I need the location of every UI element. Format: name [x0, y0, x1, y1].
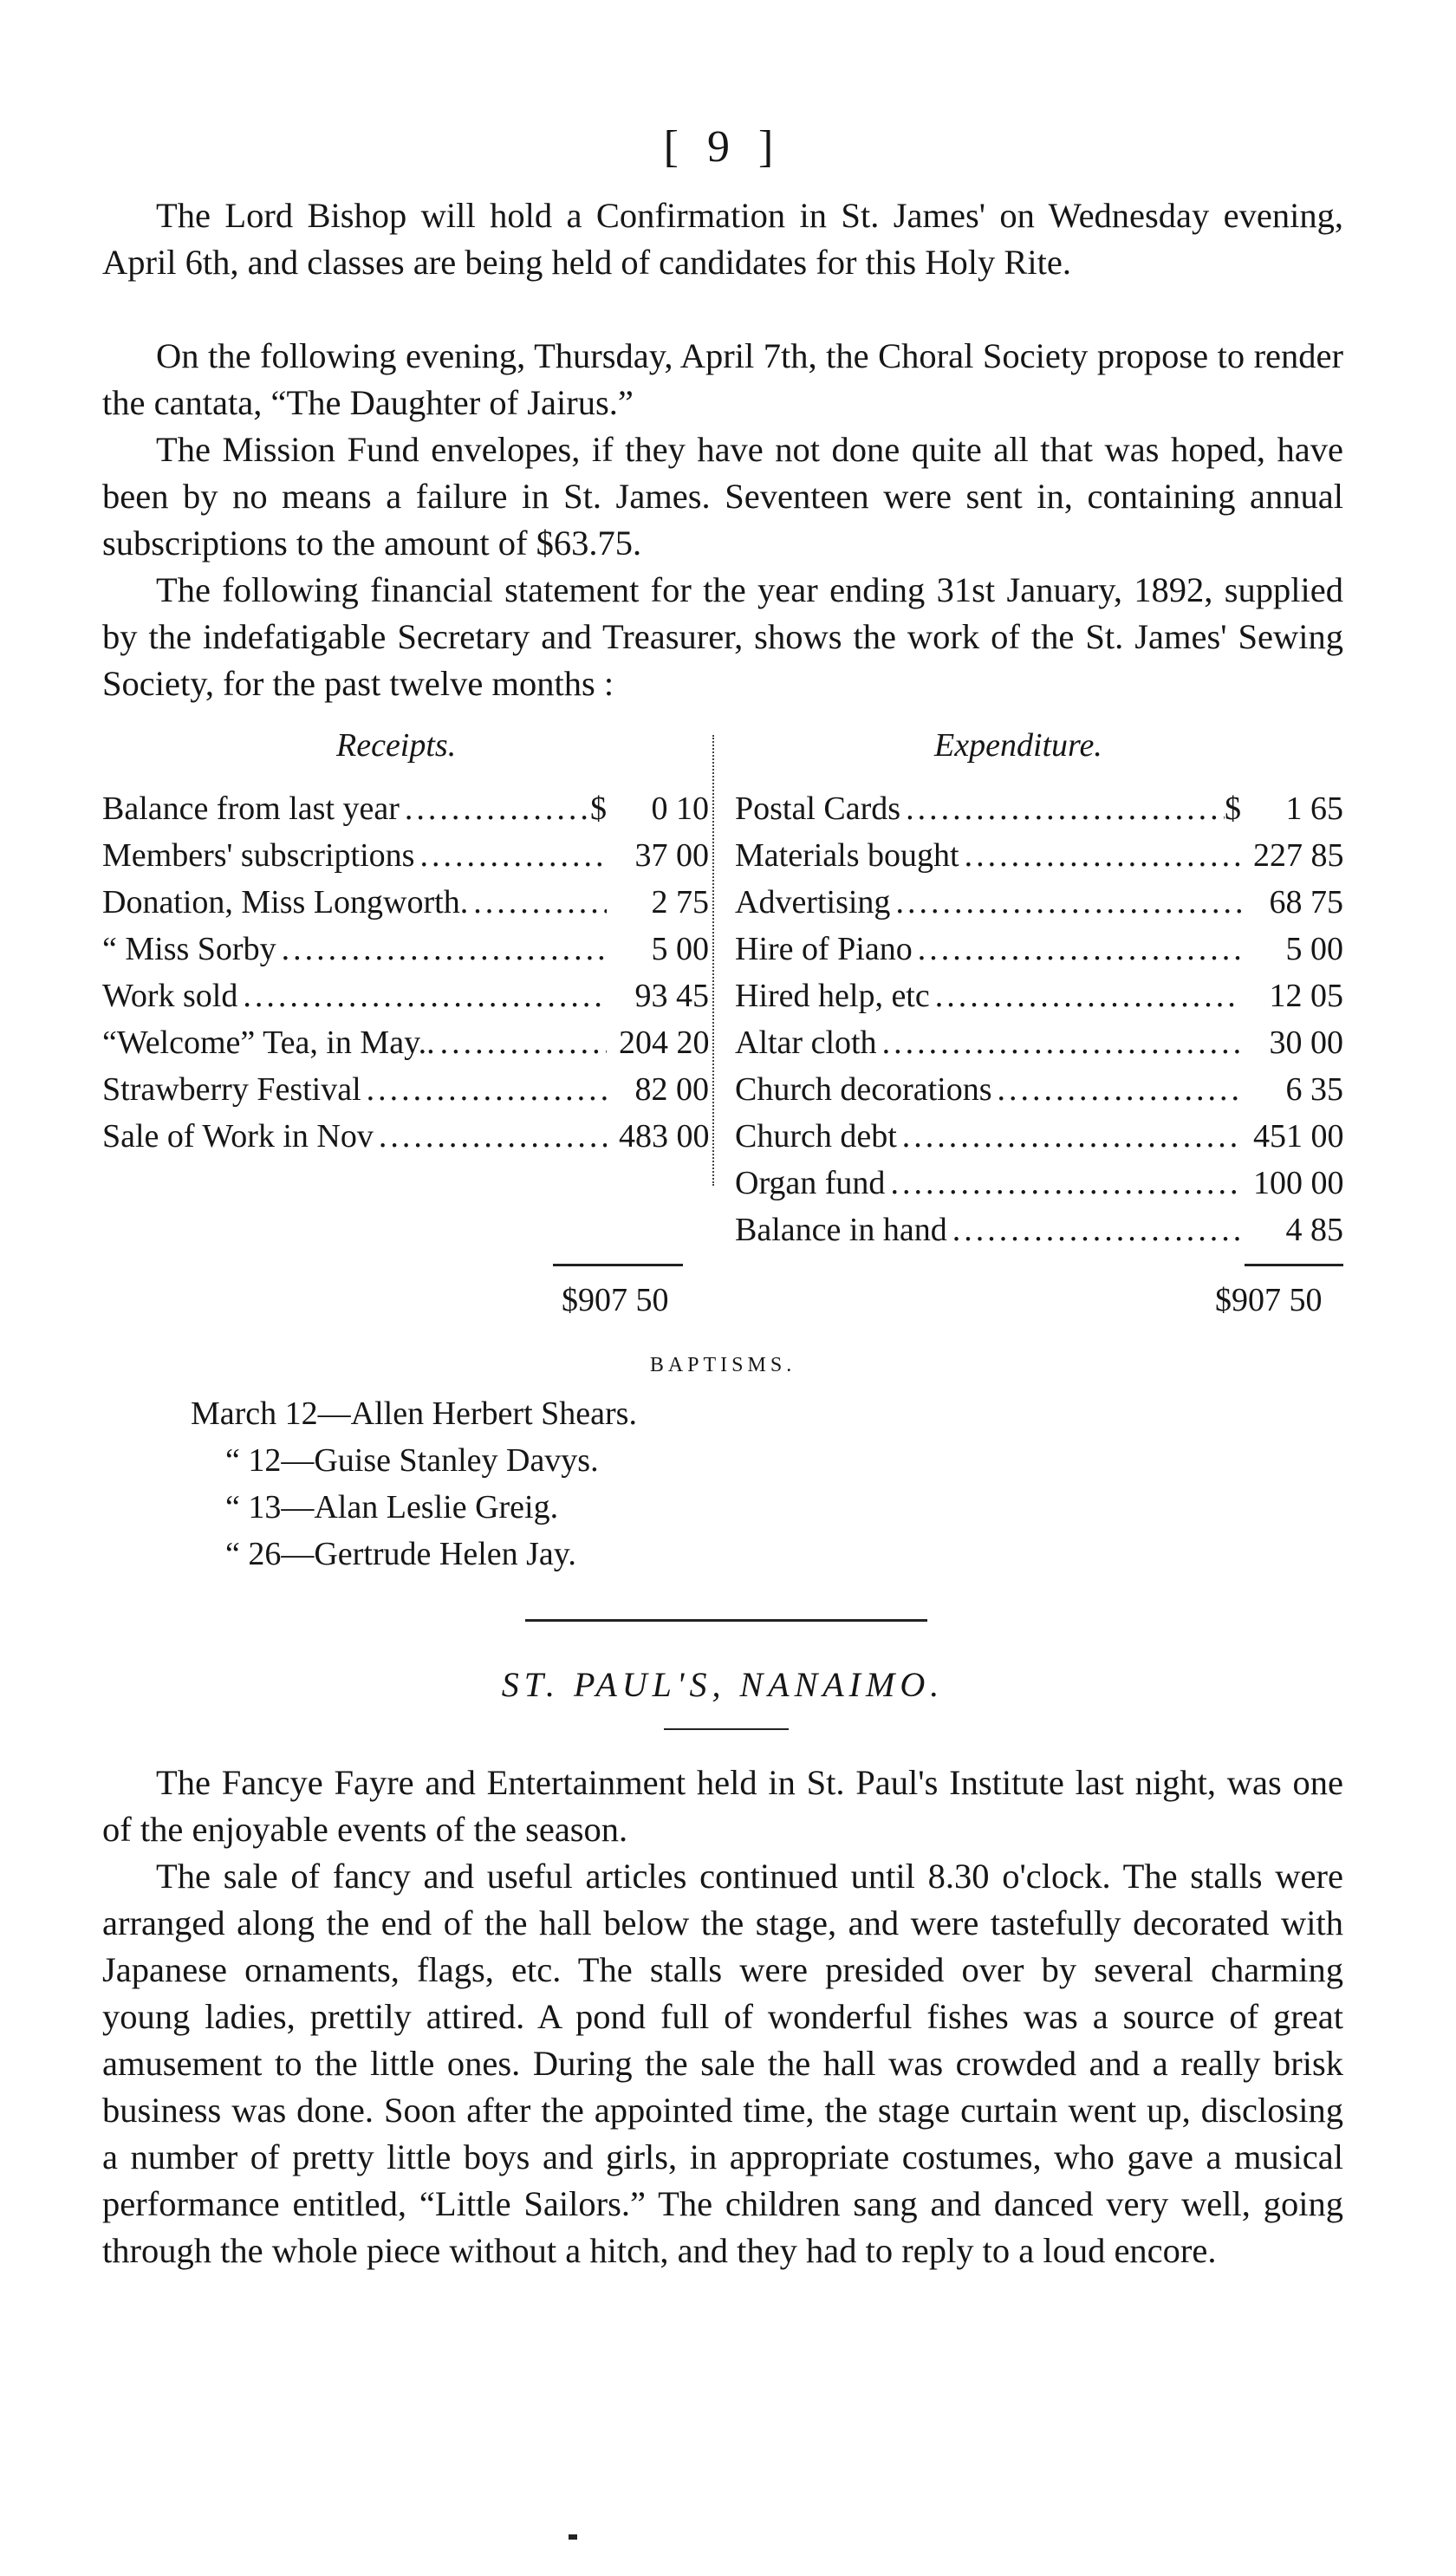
leader-dots — [374, 1113, 607, 1160]
receipt-row — [102, 1066, 709, 1113]
leader-dots — [897, 1113, 1241, 1160]
fancye-fayre-paragraph: The Fancye Fayre and Entertainment held in St. Paul's Institute last night, was one of the enjoyable events of the season. — [102, 1763, 1343, 1849]
receipt-row — [102, 879, 709, 926]
line-item-amount: 483 00 — [619, 1118, 710, 1155]
line-item-label: Hire of Piano — [735, 931, 913, 967]
line-item-label: Church debt — [735, 1118, 897, 1155]
expenditure-row — [735, 926, 1343, 973]
line-item-amount: 204 20 — [619, 1025, 710, 1061]
line-item-label: Strawberry Festival — [102, 1071, 361, 1108]
expenditure-row — [735, 1019, 1343, 1066]
mission-fund-paragraph: The Mission Fund envelopes, if they have not done quite all that was hoped, have been by no means a failure in St. James. Seventeen were sent in, containing annual subscriptions to the amount of $63.75. — [102, 430, 1343, 563]
leader-dots — [276, 926, 607, 973]
leader-dots — [913, 926, 1241, 973]
baptism-entry: “ 12—Guise Stanley Davys. — [225, 1442, 599, 1479]
line-item-label: Members' subscriptions — [102, 837, 415, 874]
line-item-amount: 0 10 — [651, 790, 709, 827]
line-item-label: Advertising — [735, 884, 891, 920]
line-item-label: Work sold — [102, 978, 238, 1014]
leader-dots — [361, 1066, 607, 1113]
expenditure-row — [735, 1113, 1343, 1160]
line-item-label: Postal Cards — [735, 790, 901, 827]
line-item-amount: 451 00 — [1253, 1118, 1344, 1155]
leader-dots — [947, 1207, 1241, 1253]
line-item-label: “Welcome” Tea, in May.. — [102, 1025, 435, 1061]
receipts-total-rule — [553, 1264, 683, 1266]
expenditure-row — [735, 1160, 1343, 1207]
expenditure-row — [735, 973, 1343, 1019]
line-item-amount: 100 00 — [1253, 1165, 1344, 1201]
line-item-amount: 12 05 — [1269, 978, 1343, 1014]
receipt-row — [102, 1113, 709, 1160]
line-item-amount: 93 45 — [634, 978, 709, 1014]
leader-dots — [890, 879, 1241, 926]
line-item-amount: 30 00 — [1269, 1025, 1343, 1061]
expenditure-total-rule — [1245, 1264, 1343, 1266]
leader-dots — [237, 973, 607, 1019]
footer-mark — [569, 2534, 577, 2540]
choral-society-paragraph: On the following evening, Thursday, April 7th, the Choral Society propose to render the cantata, “The Daughter of Jairus.” — [102, 336, 1343, 422]
line-item-amount: 2 75 — [651, 884, 709, 920]
financial-statement-intro: The following financial statement for the year ending 31st January, 1892, supplied by the indefatigable Secretary and Treasurer, shows the work of the St. James' Sewing Society, for the past twelve months : — [102, 570, 1343, 703]
line-item-label: Organ fund — [735, 1165, 886, 1201]
line-item-amount: 1 65 — [1285, 790, 1343, 827]
leader-dots — [900, 785, 1225, 832]
expenditure-row — [735, 1207, 1343, 1253]
receipt-row — [102, 973, 709, 1019]
section-title: ST. PAUL'S, NANAIMO. — [501, 1665, 945, 1704]
baptism-entry: “ 13—Alan Leslie Greig. — [225, 1489, 559, 1525]
page-number: [ 9 ] — [663, 122, 783, 172]
title-underline-rule — [664, 1728, 789, 1730]
leader-dots — [959, 832, 1241, 879]
leader-dots — [468, 879, 607, 926]
leader-dots — [992, 1066, 1241, 1113]
currency-symbol: $ — [1225, 790, 1241, 827]
line-item-amount: 82 00 — [634, 1071, 709, 1108]
expenditure-heading: Expenditure. — [934, 727, 1102, 764]
column-divider — [712, 735, 714, 1186]
receipt-row — [102, 1019, 709, 1066]
currency-symbol: $ — [590, 790, 607, 827]
line-item-label: Altar cloth — [735, 1025, 877, 1061]
expenditure-row — [735, 785, 1343, 832]
baptisms-heading: BAPTISMS. — [649, 1354, 796, 1376]
expenditure-row — [735, 879, 1343, 926]
expenditure-row — [735, 832, 1343, 879]
receipts-total: $907 50 — [562, 1282, 669, 1318]
leader-dots — [414, 832, 607, 879]
section-divider-rule — [525, 1619, 927, 1622]
line-item-amount: 6 35 — [1285, 1071, 1343, 1108]
line-item-amount: 4 85 — [1285, 1212, 1343, 1248]
line-item-amount: 37 00 — [634, 837, 709, 874]
line-item-label: Balance from last year — [102, 790, 400, 827]
line-item-label: Hired help, etc — [735, 978, 930, 1014]
receipt-row — [102, 832, 709, 879]
line-item-label: Church decorations — [735, 1071, 992, 1108]
line-item-label: Materials bought — [735, 837, 959, 874]
expenditure-row — [735, 1066, 1343, 1113]
sale-description-paragraph: The sale of fancy and useful articles continued until 8.30 o'clock. The stalls were arranged along the end of the hall below the stage, and were tastefully decorated with Japanese ornaments, flags, etc. The stalls were presided over by several charming young ladies, prettily attired. A pond full of wonderful fishes was a source of great amusement to the little ones. During the sale the hall was crowded and a really brisk business was done. Soon after the appointed time, the stage curtain went up, disclosing a number of pretty little boys and girls, in appropriate costumes, who gave a musical performance entitled, “Little Sailors.” The children sang and danced very well, going through the whole piece without a hitch, and they had to reply to a loud encore. — [102, 1857, 1343, 2270]
leader-dots — [885, 1160, 1241, 1207]
leader-dots — [435, 1019, 607, 1066]
receipt-row — [102, 926, 709, 973]
line-item-label: Donation, Miss Longworth. — [102, 884, 469, 920]
leader-dots — [877, 1019, 1241, 1066]
confirmation-paragraph: The Lord Bishop will hold a Confirmation in St. James' on Wednesday evening, April 6th, and classes are being held of candidates for this Holy Rite. — [102, 196, 1343, 282]
leader-dots — [400, 785, 590, 832]
line-item-label: Balance in hand — [735, 1212, 947, 1248]
expenditure-total: $907 50 — [1215, 1282, 1323, 1318]
line-item-amount: 5 00 — [1285, 931, 1343, 967]
baptism-entry: March 12—Allen Herbert Shears. — [191, 1395, 637, 1432]
line-item-amount: 227 85 — [1253, 837, 1344, 874]
line-item-label: “ Miss Sorby — [102, 931, 276, 967]
leader-dots — [930, 973, 1241, 1019]
line-item-label: Sale of Work in Nov — [102, 1118, 374, 1155]
line-item-amount: 5 00 — [651, 931, 709, 967]
baptism-entry: “ 26—Gertrude Helen Jay. — [225, 1536, 576, 1572]
line-item-amount: 68 75 — [1269, 884, 1343, 920]
receipt-row — [102, 785, 709, 832]
receipts-heading: Receipts. — [336, 727, 457, 764]
